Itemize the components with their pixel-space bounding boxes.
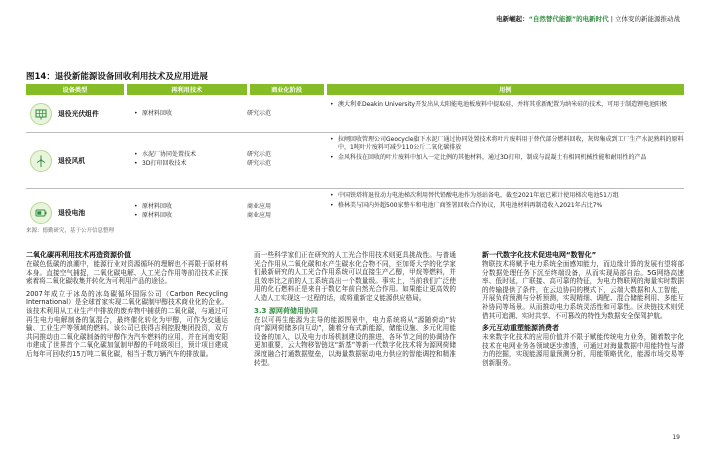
figure-source: 来源：德勤研究，基于公开信息整理 bbox=[26, 228, 115, 234]
paragraph: 2007年成立于冰岛的冰岛碳循环国际公司（Carbon Recycling International）是全球首家实现二氧化碳制甲醇技术商业化的企业。该技术利用从工业生产中排放的废弃物中捕获的二氧化碳，与通过可再生电力电解制备的氢混合，最终催化转化为甲醇，可作为交通运输、工业生产等领域的燃料。该公司已获得吉利控股集团投资，双方共同推动由二氧化碳制备的甲醇作为汽车燃料的应用，并在河南安阳市建成了世界首个二氧化碳加氢制甲醇的千吨级项目，预计项目建成后每年可回收约15万吨二氧化碳，相当于数万辆汽车的排放量。 bbox=[26, 289, 228, 358]
header-suffix: | 立体变的新能源推动战 bbox=[608, 15, 680, 23]
tech-item: 3D打印回收技术 bbox=[142, 160, 187, 167]
paragraph: 在碳色低碳的浪潮中，能源行业对资源循环的理解也不再限于原材料本身。直接空气捕捉，二氧化碳电解、人工光合作用等前沿技术正探索着将二氧化碳收集并转化为可利用产品的途径。 bbox=[26, 260, 228, 286]
column-middle bbox=[254, 251, 456, 372]
case-item: 澳大利亚Deakin University开发出从太阳能电池板废料中提取硅，并将其重新配置为纳米硅的技术，可用于制造锂电池阳极 bbox=[338, 101, 668, 108]
header-cases: 用例 bbox=[327, 84, 684, 95]
cases-cell: • 中国铁塔将退役动力电池梯次利用替代铅酸电池作为基站备电，截至2021年底已累计使用梯次电池51万组 • 格林美与国内外超500家整车和电池厂商签署回收合作协议，其电池材料再制造收入2021年占比7% bbox=[330, 192, 619, 209]
stage-item: 研究示范 bbox=[247, 160, 272, 167]
battery-icon bbox=[30, 202, 52, 224]
stage-item: 商业应用 bbox=[247, 212, 272, 219]
tech-item: 原材料回收 bbox=[142, 110, 173, 117]
paragraph: 在以可再生能源为主导的能源图景中，电力系统将从“源随荷动”转向“源网荷储多向互动”，随着分布式新能源，储能设施、多元化用能设备的加入，以及电力市场机制建设的推进，各环节之间的协调协作更加重要，云大物移智链这“新基”等新一代数字化技术将为源网荷储深度融合打通数据壁垒，以海量数据驱动电力供应的智能调控和精准转型。 bbox=[254, 315, 456, 367]
header-stage: 商业化阶段 bbox=[250, 84, 324, 95]
category-label: 退役光伏组件 bbox=[58, 109, 99, 118]
paragraph: 物联技术将赋予电力系统全面感知能力，而边缘计算的发展有望将部分数据处理任务下沉至终端设备，从而实现局部自治。5G网络高速率、低时延，广联接、高可靠的特征，为电力物联网的海量实时数据的传输提供了条件，在云边协同的模式下，云端大数据和人工智能，开展负荷预测与分析预测，实现精细、调配、混合储能利用、多能互补协同等场景。从而推动电力系统灵活性和可靠性。区块链技术则凭借其可追溯、实时共享、不可篡改的特性为数据安全保驾护航。 bbox=[482, 260, 684, 320]
case-item: 金风科技在回收的叶片废料中加入一定比例的其他材料，通过3D打印，制成与混凝土有相同机械性能和耐用性的产品 bbox=[338, 154, 647, 161]
paragraph: 未来数字化技术的应用价值并不限于赋能传统电力业务，随着数字化技术在电网业务各领域逐步渗透，可通过对海量数据中用能特性与潜力的挖掘，实现能源用量预测分析，用能策略优化，能源市场交易等创新服务。 bbox=[482, 333, 684, 367]
solar-panel-icon bbox=[30, 103, 52, 125]
section-heading: 二氧化碳再利用技术再造资源价值 bbox=[26, 251, 131, 259]
tech-item: 原材料回收 bbox=[142, 212, 173, 219]
wind-turbine-icon bbox=[30, 150, 52, 172]
body-columns bbox=[26, 251, 684, 372]
page-header bbox=[496, 14, 680, 23]
case-item: 中国铁塔将退役动力电池梯次利用替代铅酸电池作为基站备电，截至2021年底已累计使用梯次电池51万组 bbox=[338, 192, 619, 199]
cases-cell: • 澳大利亚Deakin University开发出从太阳能电池板废料中提取硅，并将其重新配置为纳米硅的技术，可用于制造锂电池阳极 bbox=[330, 101, 668, 108]
stage-item: 商业应用 bbox=[247, 203, 272, 210]
section-heading: 新一代数字化技术促进电网“数智化” bbox=[482, 251, 597, 259]
paragraph: 而一些科学家们正在研究的人工光合作用技术则更具挑战性。与普通光合作用从二氧化碳和水产生碳水化合物不同，至加哥大学的化学家们最新研究的人工光合作用系统可以直接生产乙醇，甲烷等燃料，并且效率比之前的人工系统高出一个数量级。事实上，当前我们广泛使用的化石燃料正是来自于数亿年前自然光合作用。如果能让更高效的人造人工实现这一过程的话，或将重新定义能源供应格局。 bbox=[254, 251, 456, 302]
header-title: “自然替代能源”的电新时代 bbox=[528, 15, 609, 23]
case-item: 格林美与国内外超500家整车和电池厂商签署回收合作协议，其电池材料再制造收入2021年占比7% bbox=[338, 202, 603, 209]
stage-cell bbox=[247, 133, 324, 188]
table-row bbox=[26, 95, 684, 133]
tech-cell: • 原材料回收 • 原材料回收 bbox=[134, 203, 173, 219]
section-heading: 多元互动重塑能源消费者 bbox=[482, 324, 559, 333]
header-prefix: 电新崛起： bbox=[496, 15, 529, 23]
table-row bbox=[26, 189, 684, 237]
category-label: 退役风机 bbox=[58, 156, 86, 165]
header-reuse-tech: 再利用技术 bbox=[127, 84, 247, 95]
category-cell bbox=[26, 133, 124, 188]
case-item: 拉闸回收管理公司Geocycle旗下水泥厂通过协同处置技术将叶片废料用于替代部分燃料回收，灰烬集成到工厂生产水泥熟料的原料中，1吨叶片废料可减少110公斤二氧化碳排放 bbox=[338, 136, 684, 151]
tech-cell: • 原材料回收 bbox=[134, 110, 173, 117]
stage-item: 研究示范 bbox=[247, 110, 272, 117]
category-label: 退役电池 bbox=[58, 209, 86, 217]
stage-cell bbox=[247, 95, 324, 132]
tech-item: 水泥厂协同处置技术 bbox=[142, 151, 197, 158]
stage-cell bbox=[247, 189, 324, 237]
tech-item: 原材料回收 bbox=[142, 203, 173, 210]
column-right bbox=[482, 251, 684, 372]
column-left bbox=[26, 251, 228, 372]
header-device-type: 设备类型 bbox=[26, 84, 124, 95]
tech-cell: • 水泥厂协同处置技术 • 3D打印回收技术 bbox=[134, 151, 197, 167]
stage-item: 研究示范 bbox=[247, 151, 272, 158]
recycling-table bbox=[26, 84, 684, 237]
section-heading: 3.3 源网荷储用协同 bbox=[254, 306, 318, 315]
figure-title: 图14：退役新能源设备回收利用技术及应用进展 bbox=[26, 72, 208, 82]
table-row bbox=[26, 133, 684, 189]
category-cell bbox=[26, 95, 124, 132]
table-header bbox=[26, 84, 684, 95]
cases-cell: • 拉闸回收管理公司Geocycle旗下水泥厂通过协同处置技术将叶片废料用于替代部分燃料回收，灰烬集成到工厂生产水泥熟料的原料中，1吨叶片废料可减少110公斤二氧化碳排放 • 金风科技在回收的叶片废料中加入一定比例的其他材料，通过3D打印，制成与混凝土有相同机械性能和耐用性的产品 bbox=[330, 136, 684, 161]
page-number: 19 bbox=[672, 434, 680, 441]
